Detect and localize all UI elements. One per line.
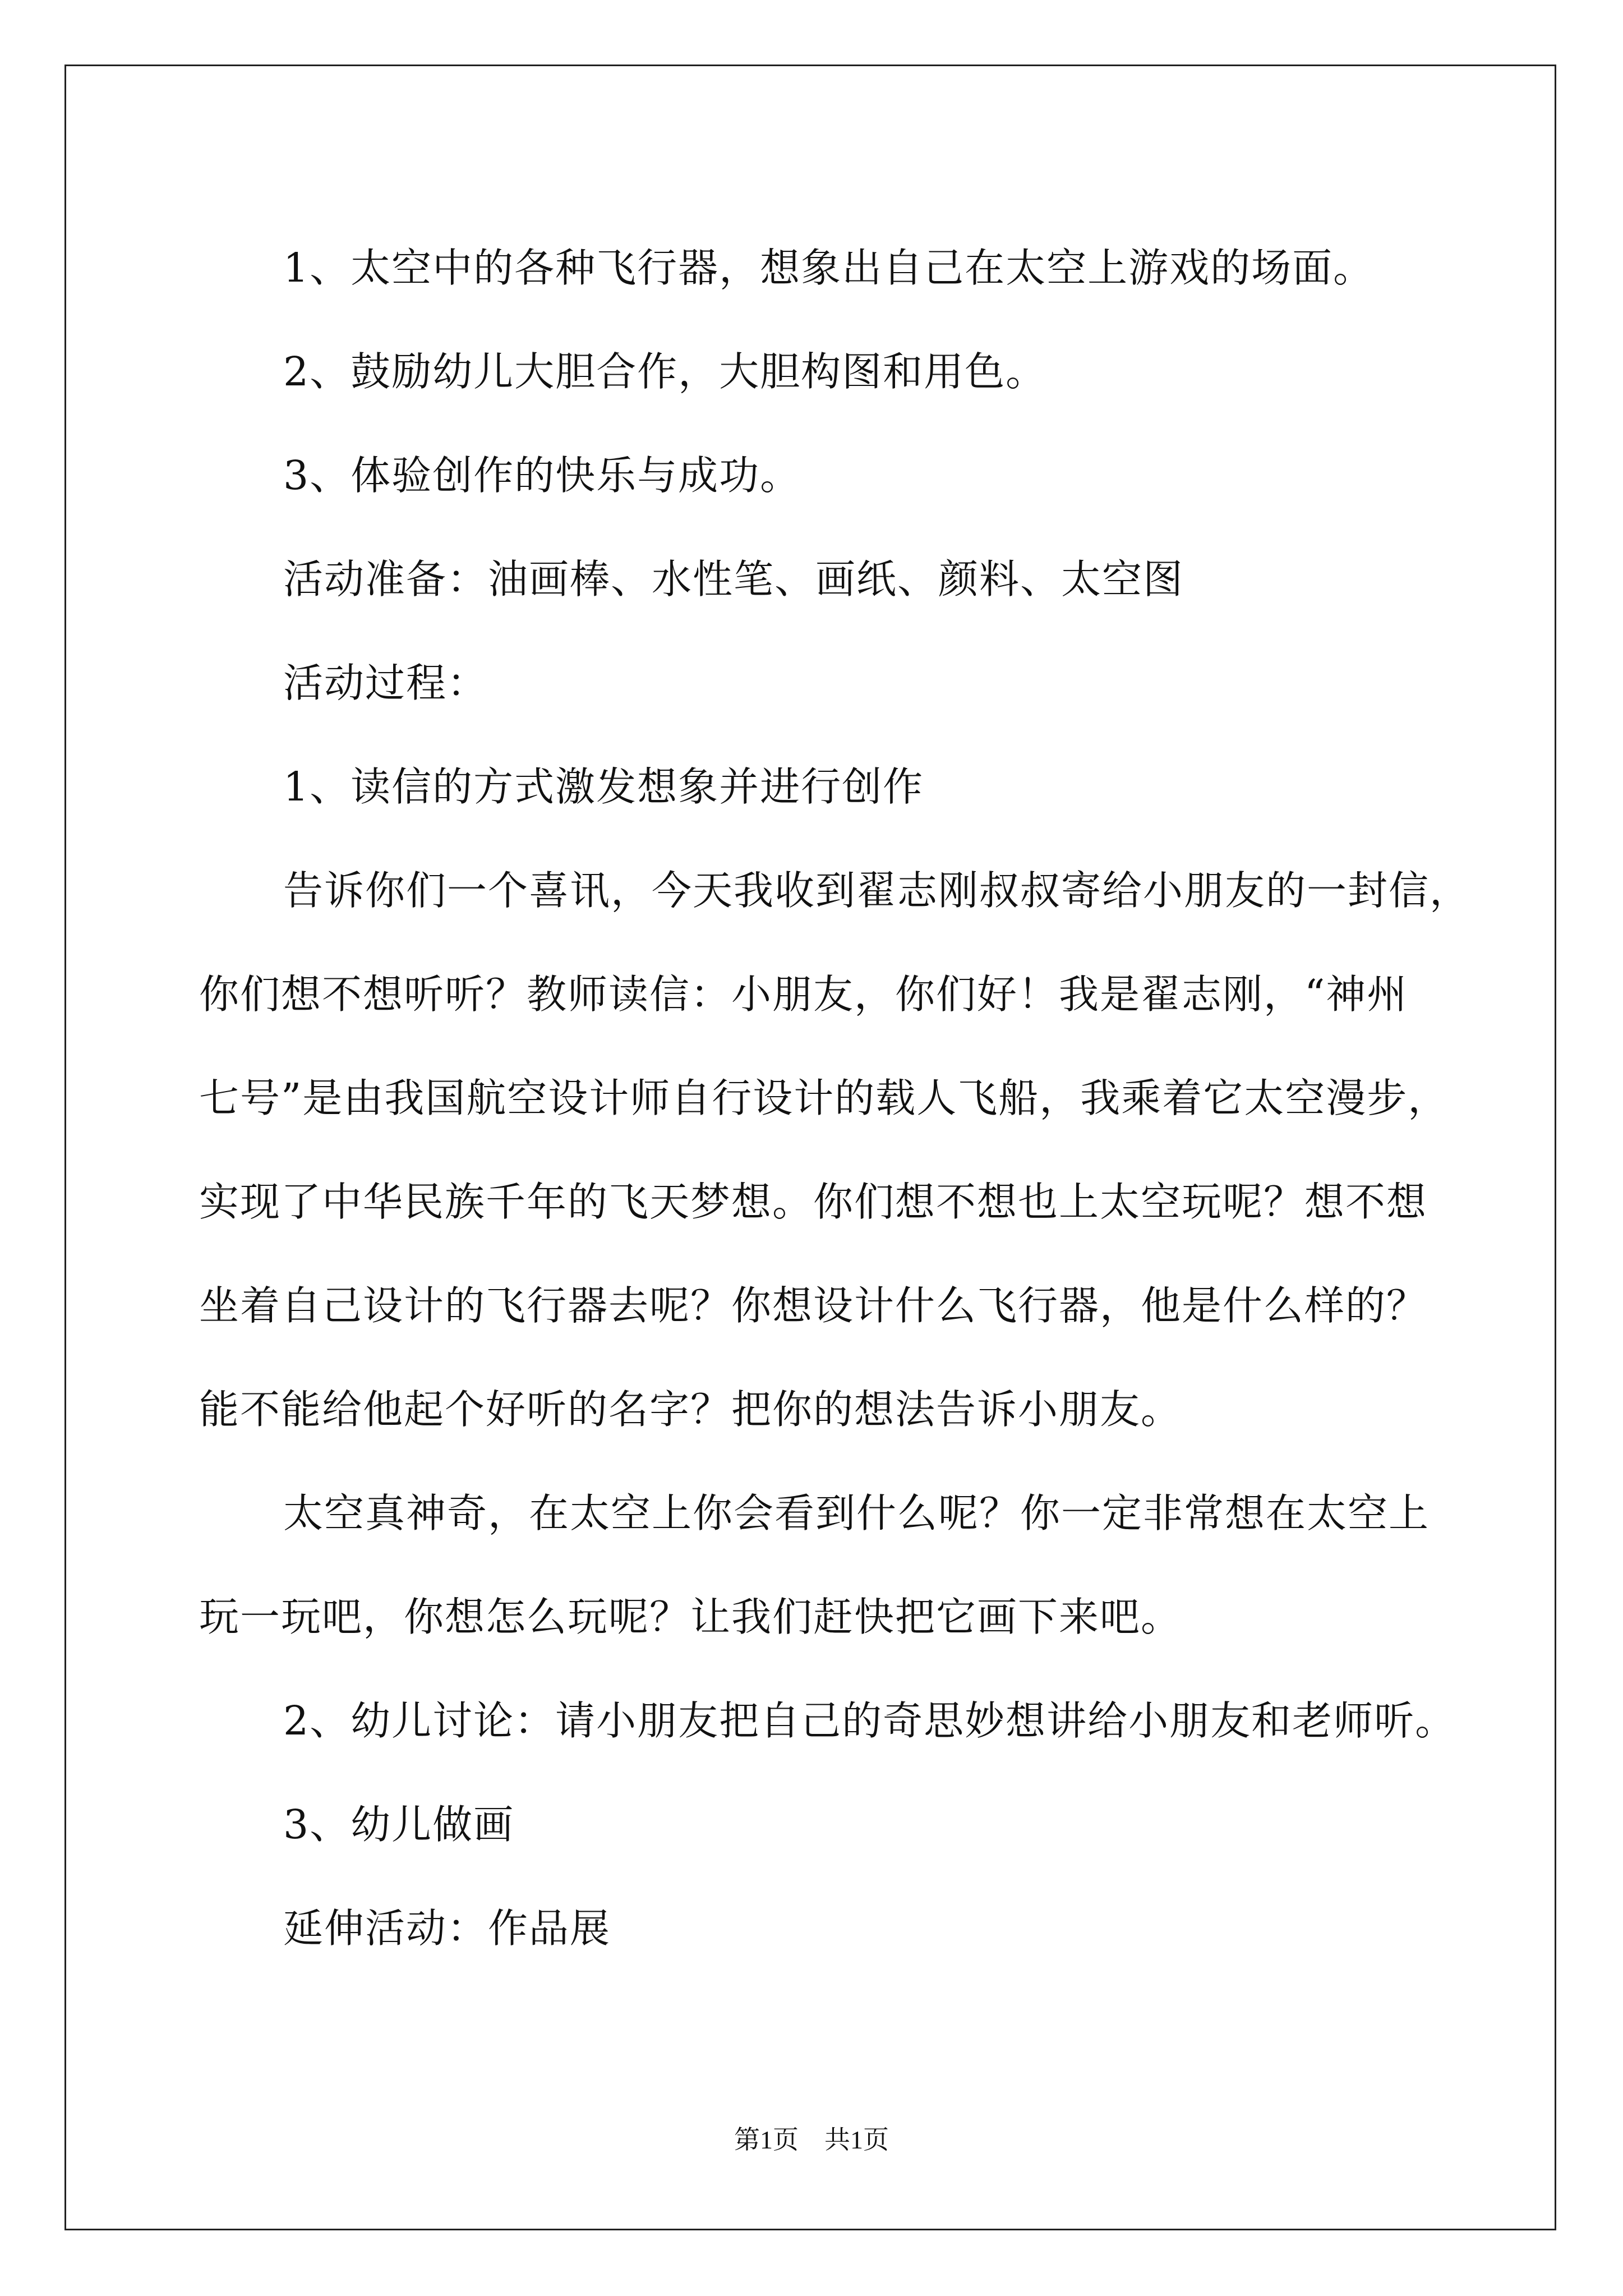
space-line-1: 太空真神奇，在太空上你会看到什么呢？你一定非常想在太空上 <box>283 1490 1430 1536</box>
letter-line-3: 七号”是由我国航空设计师自行设计的载人飞船，我乘着它太空漫步， <box>199 1075 1449 1121</box>
activity-process-heading: 活动过程： <box>283 660 488 706</box>
document-body <box>199 216 1471 1980</box>
goal-item-2: 2、鼓励幼儿大胆合作，大胆构图和用色。 <box>283 348 1047 395</box>
letter-line-1: 告诉你们一个喜讯，今天我收到翟志刚叔叔寄给小朋友的一封信， <box>283 867 1471 914</box>
activity-preparation: 活动准备：油画棒、水性笔、画纸、颜料、太空图 <box>283 556 1184 602</box>
extension-activity: 延伸活动：作品展 <box>283 1905 611 1952</box>
process-step-1: 1、读信的方式激发想象并进行创作 <box>283 763 924 810</box>
letter-line-2: 你们想不想听听？教师读信：小朋友，你们好！我是翟志刚，“神州 <box>199 971 1408 1018</box>
letter-line-5: 坐着自己设计的飞行器去呢？你想设计什么飞行器，他是什么样的？ <box>199 1282 1428 1329</box>
goal-item-3: 3、体验创作的快乐与成功。 <box>283 452 801 499</box>
goal-item-1: 1、太空中的各种飞行器，想象出自己在太空上游戏的场面。 <box>283 245 1375 291</box>
page-number-footer: 第1页 共1页 <box>734 2125 889 2154</box>
space-line-2: 玩一玩吧，你想怎么玩呢？让我们赶快把它画下来吧。 <box>199 1594 1182 1640</box>
process-step-3: 3、幼儿做画 <box>283 1801 515 1848</box>
letter-line-4: 实现了中华民族千年的飞天梦想。你们想不想也上太空玩呢？想不想 <box>199 1179 1428 1225</box>
letter-line-6: 能不能给他起个好听的名字？把你的想法告诉小朋友。 <box>199 1386 1182 1433</box>
process-step-2: 2、幼儿讨论：请小朋友把自己的奇思妙想讲给小朋友和老师听。 <box>283 1697 1456 1744</box>
